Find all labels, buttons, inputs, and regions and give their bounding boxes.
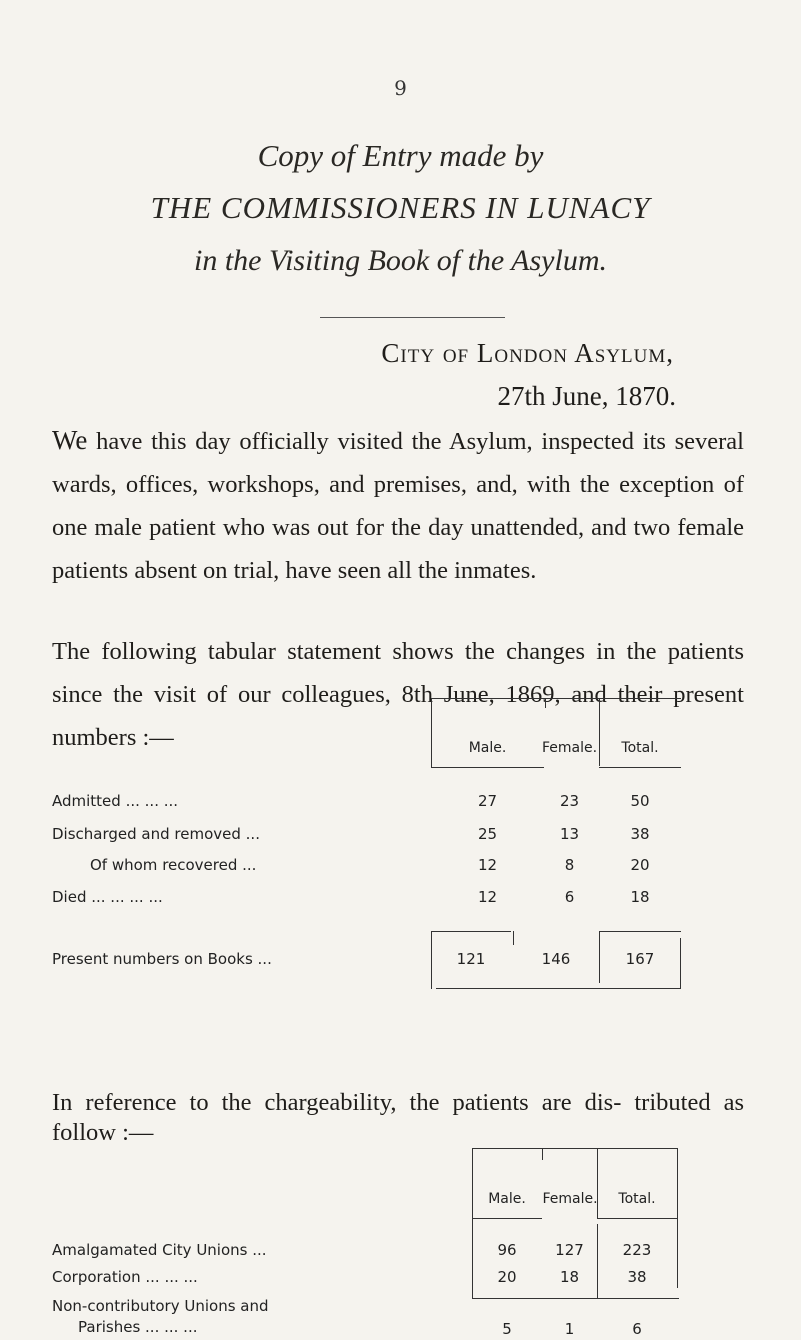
- table1-row-label: Of whom recovered ...: [90, 856, 257, 874]
- table1-row-label: Admitted ... ... ...: [52, 792, 179, 810]
- heading-line-1: Copy of Entry made by: [257, 138, 544, 173]
- table2-cell: 38: [627, 1268, 647, 1286]
- table2-cell: 6: [632, 1320, 642, 1338]
- table1-cell: 146: [541, 950, 571, 968]
- table1-cell: 8: [564, 856, 575, 874]
- table2-cell: 127: [555, 1241, 584, 1259]
- table2-cell: 18: [559, 1268, 580, 1286]
- table2-cell: 96: [497, 1241, 517, 1259]
- table2-cell: 223: [622, 1241, 652, 1259]
- table1-cell: 12: [477, 888, 498, 906]
- table1-cell: 38: [630, 825, 650, 843]
- table1-cell: 23: [559, 792, 580, 810]
- heading-line-3: in the Visiting Book of the Asylum.: [194, 244, 607, 277]
- table1-cell: 6: [564, 888, 575, 906]
- place-line: City of London Asylum,: [381, 338, 674, 368]
- divider-rule: [320, 317, 505, 318]
- table1-header-male: Male.: [468, 740, 507, 756]
- date-line: 27th June, 1870.: [497, 381, 676, 411]
- table1-cell: 13: [559, 825, 580, 843]
- table1-row-label: Died ... ... ... ...: [52, 888, 163, 906]
- table1-row-label: Present numbers on Books ...: [52, 950, 272, 968]
- chargeability-paragraph: In reference to the chargeability, the patients are dis- tributed as follow :—: [52, 1089, 744, 1146]
- table2-row-label-continued: Parishes ... ... ...: [78, 1318, 198, 1336]
- table1-cell: 18: [630, 888, 650, 906]
- table2-cell: 20: [497, 1268, 517, 1286]
- visit-paragraph-first-word: We: [52, 425, 88, 455]
- table2-header-male: Male.: [488, 1191, 526, 1207]
- table2-cell: 5: [502, 1320, 512, 1338]
- table1-header-female: Female.: [541, 740, 598, 756]
- table1-cell: 167: [625, 950, 655, 968]
- table1-cell: 50: [630, 792, 650, 810]
- table1-cell: 121: [456, 950, 486, 968]
- table2-row-label: Amalgamated City Unions ...: [52, 1241, 267, 1259]
- page-number: 9: [394, 76, 407, 100]
- table1-header-total: Total.: [621, 740, 659, 756]
- table1-cell: 20: [630, 856, 650, 874]
- table2-row-label: Non-contributory Unions and: [52, 1297, 269, 1315]
- table1-cell: 25: [477, 825, 498, 843]
- visit-paragraph-text: have this day officially visited the Asylum, inspected its several wards, offices, workshops, and premises, and, with the exception of one male patient who was out for the day unattended, and two female patients absent on trial, have seen all the inmates.: [52, 428, 744, 584]
- table1-cell: 27: [477, 792, 498, 810]
- table2-header-total: Total.: [618, 1191, 656, 1207]
- heading-line-2: THE COMMISSIONERS IN LUNACY: [150, 190, 651, 225]
- table2-header-female: Female.: [542, 1191, 598, 1207]
- statement-paragraph: The following tabular statement shows the changes in the patients since the visit of our colleagues, 8th June, 1869, and their present numbers :—: [52, 638, 744, 751]
- table2-cell: 1: [564, 1320, 575, 1338]
- table2-row-label: Corporation ... ... ...: [52, 1268, 198, 1286]
- table1-row-label: Discharged and removed ...: [52, 825, 260, 843]
- visit-paragraph: [52, 419, 744, 592]
- table1-cell: 12: [477, 856, 498, 874]
